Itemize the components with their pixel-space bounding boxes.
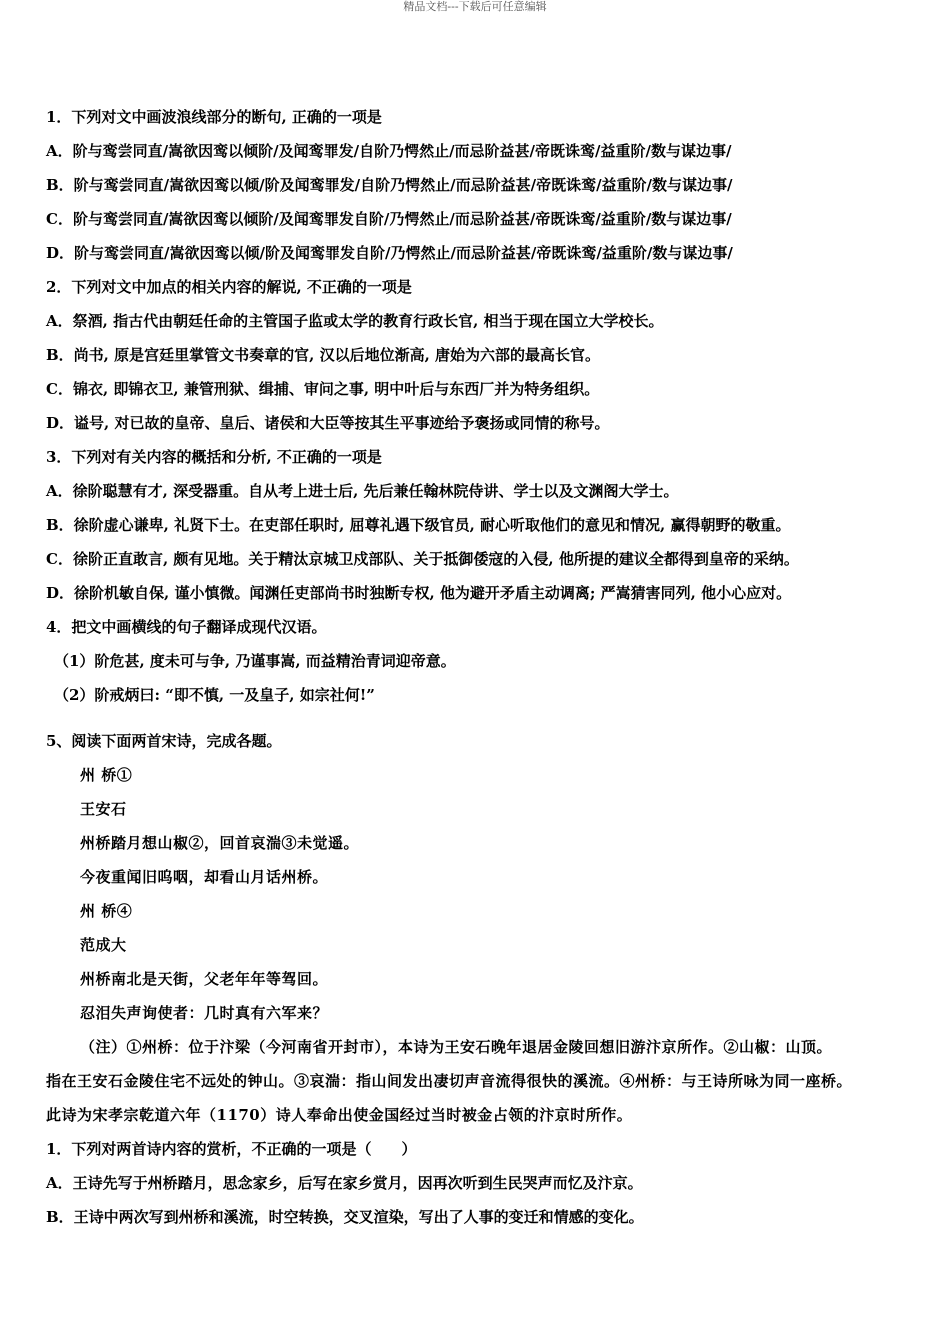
text-line: B．阶与鸾尝同直/嵩欲因鸾以倾/阶及闻鸾罪发/自阶乃愕然止/而忌阶益甚/帝既诛鸾/益重阶/数与谋边事/ [46,176,733,194]
text-line: 4．把文中画横线的句子翻译成现代汉语。 [46,618,327,636]
text-line: 指在王安石金陵住宅不远处的钟山。③哀湍：指山间发出凄切声音流得很快的溪流。④州桥：与王诗所咏为同一座桥。 [46,1072,853,1090]
text-line: 5、阅读下面两首宋诗，完成各题。 [46,732,282,750]
text-line: 1．下列对文中画波浪线部分的断句, 正确的一项是 [46,108,382,126]
text-line: B．尚书, 原是宫廷里掌管文书奏章的官, 汉以后地位渐高, 唐始为六部的最高长官。 [46,346,601,364]
text-line: 王安石 [80,800,127,818]
text-line: D．谥号, 对已故的皇帝、皇后、诸侯和大臣等按其生平事迹给予褒扬或同情的称号。 [46,414,610,432]
text-line: C．阶与鸾尝同直/嵩欲因鸾以倾阶/及闻鸾罪发自阶/乃愕然止/而忌阶益甚/帝既诛鸾/益重阶/数与谋边事/ [46,210,732,228]
text-line: 州 桥① [80,766,133,784]
text-line: 1．下列对两首诗内容的赏析，不正确的一项是（ ） [46,1140,417,1158]
text-line: 2．下列对文中加点的相关内容的解说, 不正确的一项是 [46,278,412,296]
text-line: B．徐阶虚心谦卑, 礼贤下士。在吏部任职时, 屈尊礼遇下级官员, 耐心听取他们的意见和情况, 赢得朝野的敬重。 [46,516,791,534]
text-line: C．锦衣, 即锦衣卫, 兼管刑狱、缉捕、审问之事, 明中叶后与东西厂并为特务组织。 [46,380,600,398]
text-line: D．阶与鸾尝同直/嵩欲因鸾以倾/阶及闻鸾罪发自阶/乃愕然止/而忌阶益甚/帝既诛鸾/益重阶/数与谋边事/ [46,244,733,262]
text-line: 忍泪失声询使者：几时真有六军来？ [80,1004,329,1022]
text-line: 范成大 [80,936,127,954]
text-line: A．阶与鸾尝同直/嵩欲因鸾以倾阶/及闻鸾罪发/自阶乃愕然止/而忌阶益甚/帝既诛鸾/益重阶/数与谋边事/ [46,142,732,160]
text-line: C．徐阶正直敢言, 颇有见地。关于精汰京城卫戍部队、关于抵御倭寇的入侵, 他所提的建议全都得到皇帝的采纳。 [46,550,799,568]
text-line: （1）阶危甚, 度未可与争, 乃谨事嵩, 而益精治青词迎帝意。 [54,652,456,670]
text-line: D．徐阶机敏自保, 谨小慎微。闻渊任吏部尚书时独断专权, 他为避开矛盾主动调离; 严嵩猜害同列, 他小心应对。 [46,584,792,602]
spacer [46,712,916,724]
text-line: A．徐阶聪慧有才, 深受器重。自从考上进士后, 先后兼任翰林院侍讲、学士以及文渊阁大学士。 [46,482,679,500]
text-line: 州 桥④ [80,902,133,920]
text-line: 州桥南北是天街，父老年年等驾回。 [80,970,329,988]
text-line: A．王诗先写于州桥踏月，思念家乡，后写在家乡赏月，因再次听到生民哭声而忆及汴京。 [46,1174,643,1192]
document-body [46,100,916,1234]
text-line: B．王诗中两次写到州桥和溪流，时空转换，交叉渲染，写出了人事的变迁和情感的变化。 [46,1208,644,1226]
page-header: 精品文档---下载后可任意编辑 [403,0,547,13]
text-line: 此诗为宋孝宗乾道六年（1170）诗人奉命出使金国经过当时被金占领的汴京时所作。 [46,1106,633,1124]
text-line: 3．下列对有关内容的概括和分析, 不正确的一项是 [46,448,382,466]
text-line: （注）①州桥：位于汴梁（今河南省开封市），本诗为王安石晚年退居金陵回想旧游汴京所作。②山椒：山顶。 [80,1038,833,1056]
text-line: （2）阶戒炳曰: “即不慎, 一及皇子, 如宗社何!” [54,686,375,704]
text-line: 州桥踏月想山椒②，回首哀湍③未觉遥。 [80,834,360,852]
text-line: 今夜重闻旧呜咽，却看山月话州桥。 [80,868,329,886]
text-line: A．祭酒, 指古代由朝廷任命的主管国子监或太学的教育行政长官, 相当于现在国立大学校长。 [46,312,664,330]
